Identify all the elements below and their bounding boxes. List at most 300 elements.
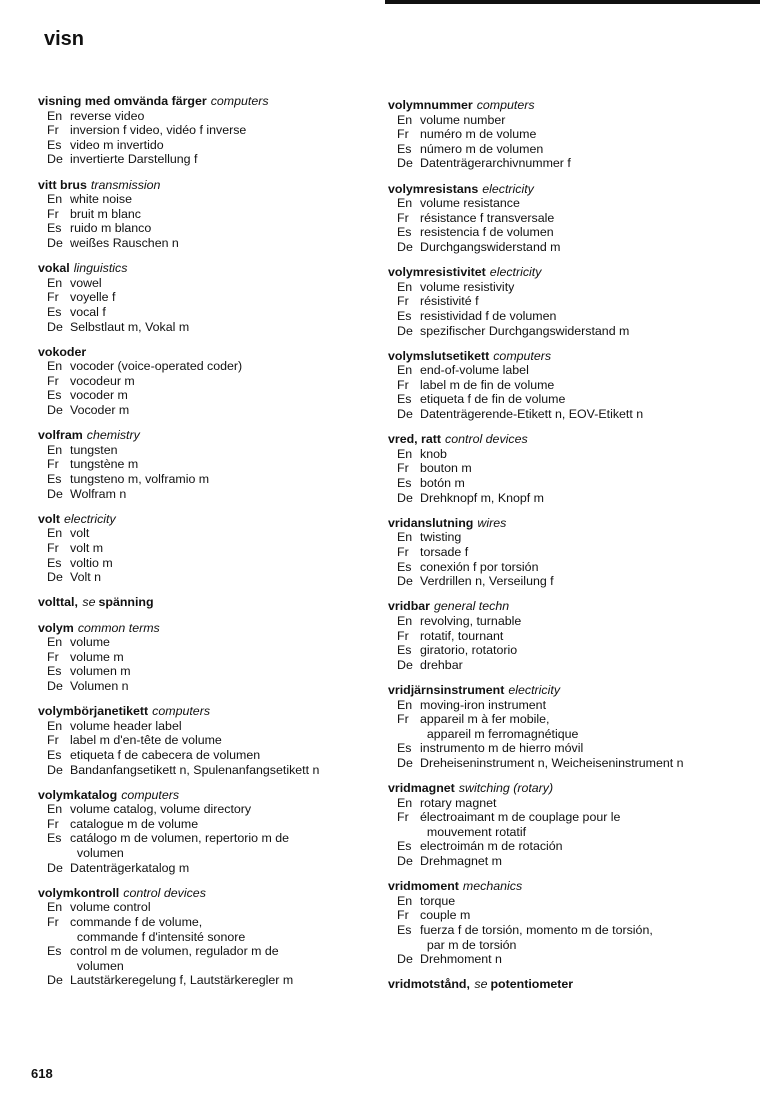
language-code: En [397,893,413,908]
language-code: Es [397,225,412,240]
entry-header [38,512,383,527]
translation-row [38,944,383,973]
entry-header [388,516,733,531]
translation-row [38,290,383,305]
translation-row [38,236,383,251]
translation-row [38,748,383,763]
translation-term: instrumento m de hierro móvil [420,741,584,756]
translation-term: conexión f por torsión [420,559,539,574]
translation-row [388,643,733,658]
language-code: Es [47,388,62,403]
translation-row [388,560,733,575]
headword: vitt brus [38,177,87,192]
language-code: Fr [47,290,59,305]
see-reference-label: se [82,595,96,610]
language-code: De [397,407,413,422]
translation-term: vocoder (voice-operated coder) [70,359,243,374]
translation-term: catálogo m de volumen, repertorio m de volumen [70,831,290,861]
entry-header [388,349,733,364]
language-code: De [397,490,413,505]
language-code: Es [47,944,62,959]
translation-row [388,363,733,378]
language-code: De [47,570,63,585]
translation-term: twisting [420,530,462,545]
translation-term: appareil m à fer mobile, appareil m ferromagnétique [420,712,579,741]
subject-domain: electricity [64,511,116,526]
language-code: Fr [397,377,409,392]
headword: vridmagnet [388,781,455,796]
translation-row [38,109,383,124]
translation-row [388,127,733,142]
translation-term: Bandanfangsetikett n, Spulenanfangsetikett n [70,762,320,777]
translation-row [388,923,733,952]
translation-term: etiqueta f de cabecera de volumen [70,747,261,762]
translation-row [38,276,383,291]
language-code: Es [397,839,412,854]
translation-row [388,698,733,713]
dictionary-entry [388,98,733,171]
translation-row [388,142,733,157]
translation-row [38,802,383,817]
translation-term: número m de volumen [420,141,544,156]
translation-term: Drehmagnet m [420,854,502,869]
translation-term: resistencia f de volumen [420,225,554,240]
translation-row [38,487,383,502]
dictionary-entry [38,886,383,988]
translation-term: reverse video [70,108,145,123]
subject-domain: linguistics [73,261,128,276]
language-code: En [397,279,413,294]
see-reference-label: se [474,977,488,992]
headword: volymslutsetikett [388,348,490,363]
translation-term: weißes Rauschen n [70,235,179,250]
subject-domain: control devices [123,885,206,900]
language-code: Fr [47,206,59,221]
dictionary-entry [38,345,383,418]
language-code: En [47,359,63,374]
entry-header [38,886,383,901]
translation-row [38,570,383,585]
translation-row [388,447,733,462]
dictionary-entry [388,599,733,672]
translation-row [388,658,733,673]
translation-term: Drehmoment n [420,952,502,967]
translation-term: voyelle f [70,290,116,305]
page-number: 618 [31,1066,53,1081]
translation-row [38,635,383,650]
translation-term: numéro m de volume [420,127,537,142]
subject-domain: chemistry [86,428,140,443]
dictionary-entry [38,94,383,167]
translation-row [38,320,383,335]
translation-term: white noise [70,192,132,207]
entry-header [388,432,733,447]
language-code: De [47,486,63,501]
translation-row [388,407,733,422]
entry-header [388,599,733,614]
language-code: Fr [47,816,59,831]
language-code: Fr [47,123,59,138]
language-code: De [397,574,413,589]
translation-term: volume catalog, volume directory [70,802,252,817]
top-rule [385,0,760,4]
language-code: En [47,192,63,207]
language-code: Fr [397,294,409,309]
translation-term: electroimán m de rotación [420,839,563,854]
translation-term: invertierte Darstellung f [70,152,198,167]
translation-row [388,225,733,240]
language-code: De [397,657,413,672]
entry-header [38,788,383,803]
subject-domain: computers [152,704,211,719]
translation-term: commande f de volume, commande f d'intensité sonore [70,915,246,944]
headword: volt [38,511,61,526]
translation-row [388,113,733,128]
translation-term: résistance f transversale [420,210,555,225]
translation-row [38,900,383,915]
entry-header [388,977,733,992]
language-code: Es [397,923,412,938]
language-code: Fr [397,908,409,923]
translation-row [388,741,733,756]
language-code: En [397,196,413,211]
entry-header [38,704,383,719]
language-code: En [47,802,63,817]
translation-row [388,629,733,644]
headword: vokal [38,261,70,276]
headword: vridanslutning [388,515,474,530]
translation-row [388,712,733,741]
entry-header [388,781,733,796]
translation-term: vocoder m [70,388,128,403]
language-code: En [397,363,413,378]
language-code: Es [397,392,412,407]
translation-term: volume resistance [420,196,520,211]
translation-term: voltio m [70,555,113,570]
translation-row [38,388,383,403]
translation-row [38,556,383,571]
translation-term: Verdrillen n, Verseilung f [420,574,554,589]
translation-term: volume [70,635,110,650]
translation-row [38,664,383,679]
headword: volymnummer [388,98,473,112]
translation-row [38,374,383,389]
translation-row [388,378,733,393]
subject-domain: control devices [445,432,528,447]
language-code: De [397,323,413,338]
headword: vridmoment [388,879,459,894]
language-code: Fr [47,733,59,748]
headword: vridjärnsinstrument [388,682,505,697]
translation-row [388,461,733,476]
language-code: Es [47,555,62,570]
dictionary-entry [388,516,733,589]
language-code: De [397,239,413,254]
translation-term: Datenträgerende-Etikett n, EOV-Etikett n [420,407,644,422]
language-code: Fr [397,210,409,225]
dictionary-entry [388,432,733,505]
dictionary-entry [38,428,383,501]
translation-term: knob [420,446,447,461]
translation-row [388,756,733,771]
subject-domain: electricity [489,265,542,280]
subject-domain: computers [210,94,269,108]
translation-row [38,719,383,734]
translation-row [388,908,733,923]
dictionary-entry [388,781,733,869]
translation-row [388,392,733,407]
language-code: En [47,442,63,457]
subject-domain: computers [121,787,180,802]
translation-row [38,152,383,167]
translation-term: volume number [420,112,506,127]
dictionary-entry [38,261,383,334]
headword: vred, ratt [388,432,442,447]
translation-term: Wolfram n [70,486,127,501]
language-code: De [47,235,63,250]
entry-header [38,94,383,109]
subject-domain: electricity [482,181,534,196]
language-code: De [47,152,63,167]
dictionary-entry [38,704,383,777]
translation-row [388,614,733,629]
translation-row [388,530,733,545]
language-code: Fr [397,127,409,142]
translation-term: catalogue m de volume [70,816,199,831]
translation-row [388,545,733,560]
language-code: En [47,275,63,290]
language-code: De [47,319,63,334]
translation-row [388,952,733,967]
language-code: Es [397,559,412,574]
translation-row [38,138,383,153]
running-head: visn [44,28,85,50]
language-code: Es [47,472,62,487]
subject-domain: switching (rotary) [458,781,554,796]
translation-term: Durchgangswiderstand m [420,239,561,254]
translation-term: bouton m [420,461,472,476]
language-code: En [397,613,413,628]
entry-header [388,98,733,113]
translation-row [38,123,383,138]
dictionary-entry [388,182,733,255]
translation-term: spezifischer Durchgangswiderstand m [420,323,630,338]
translation-row [38,915,383,944]
headword: vridmotstånd, [388,977,470,992]
left-column [38,94,383,999]
translation-term: Vocoder m [70,403,130,418]
translation-term: volume control [70,900,151,915]
entry-header [388,683,733,698]
language-code: Es [47,747,62,762]
translation-row [38,192,383,207]
headword: volfram [38,428,83,443]
language-code: Fr [397,810,409,825]
dictionary-entry [388,683,733,771]
translation-row [38,526,383,541]
translation-row [38,817,383,832]
translation-row [388,894,733,909]
headword: volymresistivitet [388,265,486,280]
headword: volymkontroll [38,885,120,900]
translation-term: vocal f [70,304,106,319]
language-code: Es [397,476,412,491]
translation-row [388,574,733,589]
language-code: De [47,403,63,418]
translation-term: label m d'en-tête de volume [70,733,222,748]
translation-row [388,156,733,171]
language-code: Fr [397,712,409,727]
dictionary-entry [38,178,383,251]
language-code: De [397,755,413,770]
translation-term: tungsteno m, volframio m [70,472,210,487]
translation-term: fuerza f de torsión, momento m de torsión, par m de torsión [420,923,653,952]
entry-header [388,182,733,197]
translation-row [38,221,383,236]
language-code: De [397,952,413,967]
translation-row [38,457,383,472]
translation-row [38,831,383,860]
language-code: Es [47,664,62,679]
translation-term: moving-iron instrument [420,697,547,712]
translation-term: couple m [420,908,471,923]
translation-row [388,324,733,339]
translation-row [388,240,733,255]
language-code: En [397,530,413,545]
translation-row [38,305,383,320]
translation-term: volume m [70,649,124,664]
dictionary-entry [388,879,733,967]
dictionary-entry [38,621,383,694]
entry-header [388,879,733,894]
headword: volttal, [38,595,78,610]
translation-term: volume header label [70,718,182,733]
language-code: En [47,718,63,733]
translation-row [388,810,733,839]
language-code: De [47,678,63,693]
headword: visning med omvända färger [38,94,207,108]
translation-row [38,763,383,778]
translation-term: Lautstärkeregelung f, Lautstärkeregler m [70,973,294,988]
language-code: Fr [47,457,59,472]
language-code: En [47,900,63,915]
subject-domain: computers [493,348,552,363]
translation-term: vowel [70,275,102,290]
translation-row [38,861,383,876]
headword: volymbörjanetikett [38,704,149,719]
headword: volym [38,620,74,635]
translation-row [388,196,733,211]
translation-row [388,294,733,309]
translation-row [388,476,733,491]
entry-header [388,265,733,280]
language-code: Es [47,831,62,846]
right-column [388,98,733,1003]
translation-term: volt [70,526,90,541]
language-code: De [47,973,63,988]
translation-row [388,854,733,869]
translation-row [388,211,733,226]
dictionary-entry [388,977,733,992]
language-code: Es [47,304,62,319]
headword: vokoder [38,344,87,359]
translation-row [388,280,733,295]
translation-term: Volt n [70,570,102,585]
subject-domain: general techn [434,599,510,614]
language-code: Es [397,308,412,323]
language-code: Fr [397,545,409,559]
translation-term: Selbstlaut m, Vokal m [70,319,190,334]
entry-header [38,345,383,360]
translation-row [388,491,733,506]
translation-term: inversion f video, vidéo f inverse [70,123,247,138]
translation-term: volumen m [70,664,131,679]
translation-term: giratorio, rotatorio [420,643,518,658]
translation-row [38,207,383,222]
language-code: Es [397,141,412,156]
language-code: Fr [47,649,59,664]
translation-row [388,309,733,324]
translation-term: resistividad f de volumen [420,308,557,323]
language-code: De [397,156,413,171]
language-code: En [47,635,63,650]
translation-row [38,472,383,487]
language-code: De [47,860,63,875]
language-code: En [397,795,413,810]
translation-term: Datenträgerkatalog m [70,860,190,875]
translation-term: résistivité f [420,294,479,309]
subject-domain: common terms [77,620,160,635]
see-reference-target: spänning [98,595,154,610]
translation-row [38,443,383,458]
entry-header [38,595,383,610]
translation-term: rotary magnet [420,795,497,810]
translation-term: end-of-volume label [420,363,529,378]
translation-term: botón m [420,476,465,491]
subject-domain: wires [477,515,507,530]
translation-row [38,359,383,374]
translation-term: etiqueta f de fin de volume [420,392,566,407]
entry-header [38,428,383,443]
language-code: En [47,526,63,541]
dictionary-entry [38,512,383,585]
translation-row [38,650,383,665]
translation-row [388,839,733,854]
translation-term: tungstène m [70,457,139,472]
translation-row [38,679,383,694]
dictionary-entry [388,265,733,338]
language-code: En [397,112,413,127]
translation-term: bruit m blanc [70,206,141,221]
translation-term: tungsten [70,442,118,457]
translation-term: volt m [70,541,104,555]
headword: volymresistans [388,181,479,196]
translation-term: revolving, turnable [420,613,522,628]
dictionary-entry [38,788,383,876]
language-code: Fr [47,541,59,555]
language-code: De [47,762,63,777]
language-code: Es [47,221,62,236]
entry-header [38,261,383,276]
headword: vridbar [388,599,431,614]
translation-term: Datenträgerarchivnummer f [420,156,571,171]
dictionary-entry [38,595,383,610]
translation-row [38,541,383,556]
translation-term: électroaimant m de couplage pour le mouvement rotatif [420,810,621,839]
translation-term: rotatif, tournant [420,628,504,643]
subject-domain: computers [476,98,535,112]
translation-term: control m de volumen, regulador m de volumen [70,944,279,973]
